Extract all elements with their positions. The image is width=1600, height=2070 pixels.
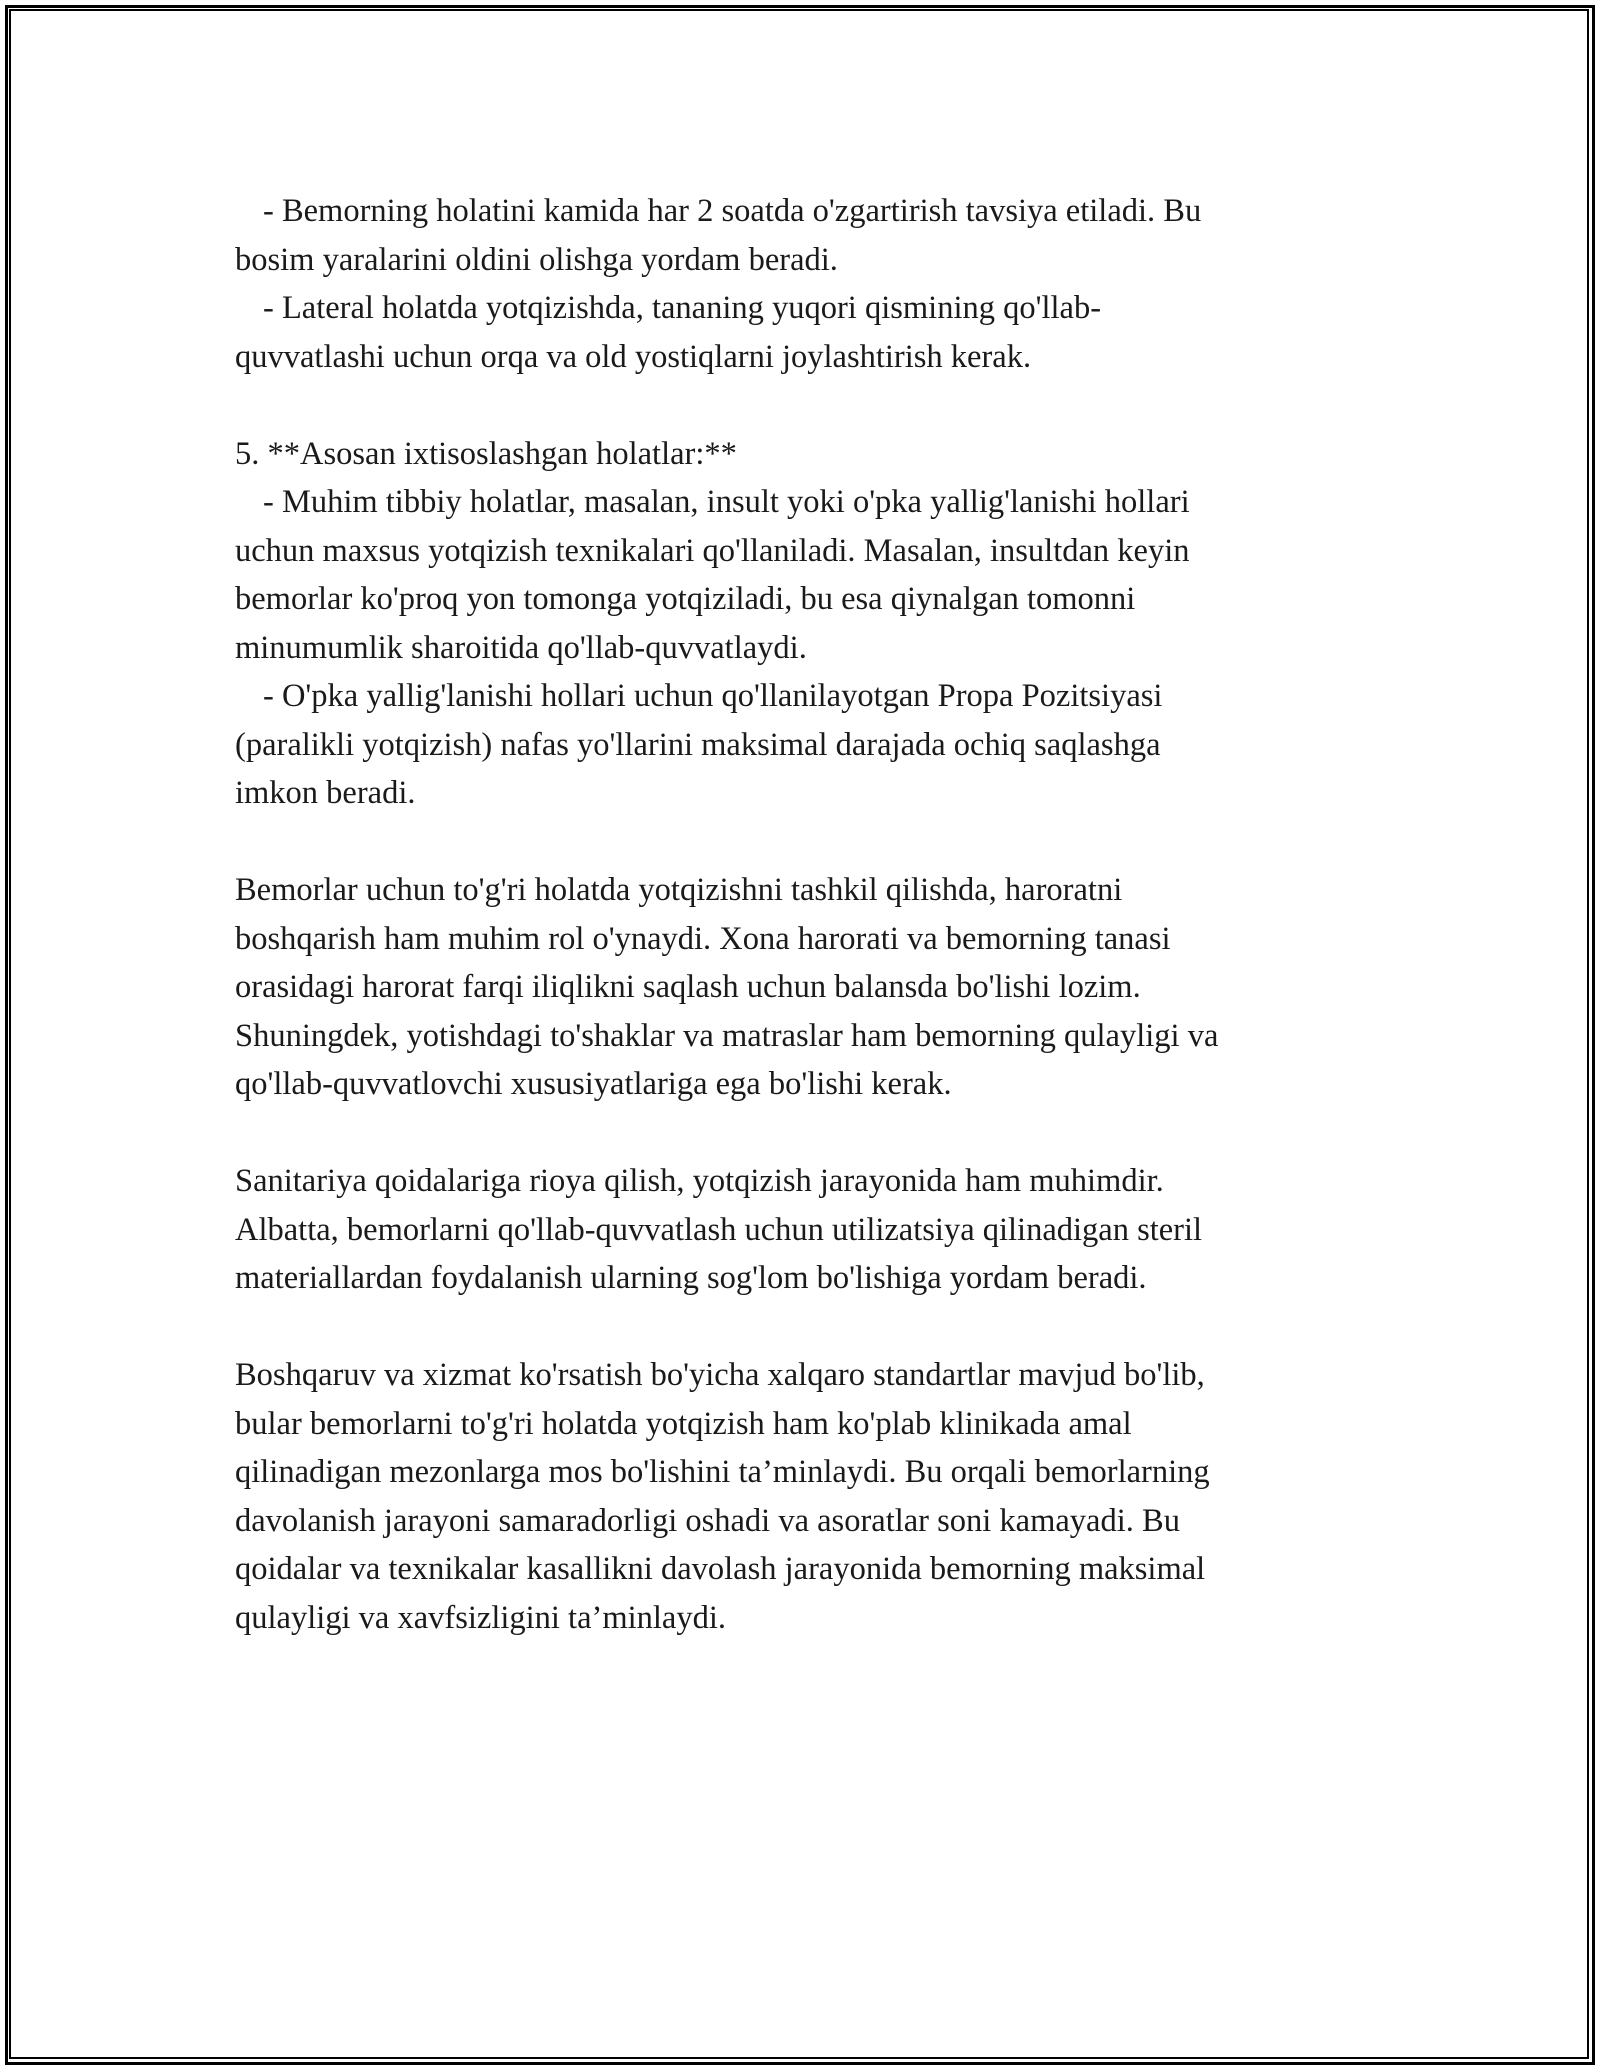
text-line: uchun maxsus yotqizish texnikalari qo'llaniladi. Masalan, insultdan keyin xyxy=(235,532,1190,569)
text-line: Bemorlar uchun to'g'ri holatda yotqizishni tashkil qilishda, haroratni xyxy=(235,872,1123,908)
bullet-section-positioning xyxy=(235,187,1365,381)
numbered-section-special-cases xyxy=(235,430,1365,818)
section-heading: 5. **Asosan ixtisoslashgan holatlar:** xyxy=(235,435,737,472)
text-line: bosim yaralarini oldini olishga yordam beradi. xyxy=(235,241,838,278)
text-line: Albatta, bemorlarni qo'llab-quvvatlash uchun utilizatsiya qilinadigan steril xyxy=(235,1211,1203,1248)
text-line: qoidalar va texnikalar kasallikni davolash jarayonida bemorning maksimal xyxy=(235,1551,1206,1587)
text-line: Boshqaruv va xizmat ko'rsatish bo'yicha xalqaro standartlar mavjud bo'lib, xyxy=(235,1357,1205,1393)
text-line: boshqarish ham muhim rol o'ynaydi. Xona harorati va bemorning tanasi xyxy=(235,920,1171,957)
bullet-line: - Lateral holatda yotqizishda, tananing yuqori qismining qo'llab- xyxy=(263,290,1102,326)
bullet-line: - Bemorning holatini kamida har 2 soatda o'zgartirish tavsiya etiladi. Bu xyxy=(263,193,1202,229)
text-line: orasidagi harorat farqi iliqlikni saqlash uchun balansda bo'lishi lozim. xyxy=(235,969,1141,1005)
text-line: Sanitariya qoidalariga rioya qilish, yotqizish jarayonida ham muhimdir. xyxy=(235,1163,1164,1199)
text-line: qulayligi va xavfsizligini ta’minlaydi. xyxy=(235,1599,727,1636)
paragraph-standards xyxy=(235,1351,1365,1642)
text-line: qo'llab-quvvatlovchi xususiyatlariga ega bo'lishi kerak. xyxy=(235,1066,952,1102)
text-line: bemorlar ko'proq yon tomonga yotqiziladi, bu esa qiynalgan tomonni xyxy=(235,581,1136,617)
paragraph-sanitation xyxy=(235,1157,1365,1303)
paragraph-gap xyxy=(235,818,1365,867)
paragraph-temperature xyxy=(235,866,1365,1109)
text-line: materiallardan foydalanish ularning sog'lom bo'lishiga yordam beradi. xyxy=(235,1260,1147,1296)
text-line: bular bemorlarni to'g'ri holatda yotqizish ham ko'plab klinikada amal xyxy=(235,1405,1132,1442)
text-line: quvvatlashi uchun orqa va old yostiqlarni joylashtirish kerak. xyxy=(235,338,1032,375)
paragraph-gap xyxy=(235,381,1365,430)
text-line: (paralikli yotqizish) nafas yo'llarini maksimal darajada ochiq saqlashga xyxy=(235,726,1161,763)
paragraph-gap xyxy=(235,1303,1365,1352)
bullet-line: - Muhim tibbiy holatlar, masalan, insult yoki o'pka yallig'lanishi hollari xyxy=(263,484,1190,520)
text-line: qilinadigan mezonlarga mos bo'lishini ta’minlaydi. Bu orqali bemorlarning xyxy=(235,1454,1210,1490)
bullet-line: - O'pka yallig'lanishi hollari uchun qo'llanilayotgan Propa Pozitsiyasi xyxy=(263,678,1163,714)
document-body xyxy=(235,187,1365,1642)
text-line: imkon beradi. xyxy=(235,775,416,811)
paragraph-gap xyxy=(235,1109,1365,1158)
text-line: Shuningdek, yotishdagi to'shaklar va matraslar ham bemorning qulayligi va xyxy=(235,1017,1219,1054)
text-line: minumumlik sharoitida qo'llab-quvvatlaydi. xyxy=(235,629,807,666)
text-line: davolanish jarayoni samaradorligi oshadi va asoratlar soni kamayadi. Bu xyxy=(235,1502,1180,1539)
